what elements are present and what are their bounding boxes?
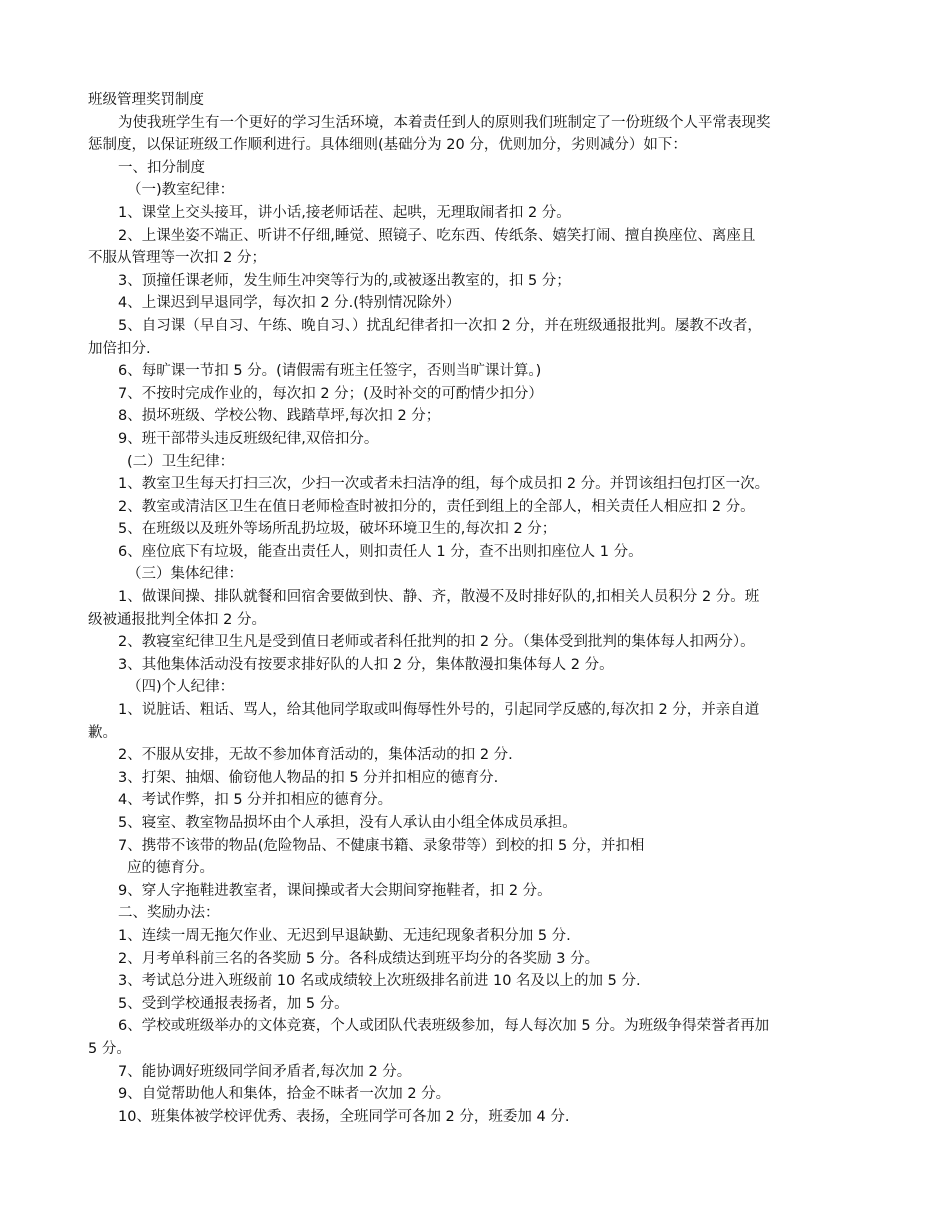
classroom-rule-5-cont: 加倍扣分. bbox=[88, 340, 151, 357]
collective-heading: （三）集体纪律： bbox=[127, 566, 243, 583]
reward-rule-3: 3、考试总分进入班级前 10 名或成绩较上次班级排名前进 10 名及以上的加 5 分. bbox=[118, 973, 641, 990]
document-page bbox=[88, 89, 863, 1128]
classroom-rule-5: 5、自习课（早自习、午练、晚自习、）扰乱纪律者扣一次扣 2 分，并在班级通报批判。屡教不改者， bbox=[118, 317, 762, 334]
personal-heading: （四)个人纪律： bbox=[127, 679, 235, 696]
reward-rule-5: 5、受到学校通报表扬者，加 5 分。 bbox=[118, 995, 349, 1012]
hygiene-rule-5: 5、在班级以及班外等场所乱扔垃圾，破坏环境卫生的,每次扣 2 分； bbox=[118, 521, 557, 538]
reward-rule-9: 9、自觉帮助他人和集体，拾金不昧者一次加 2 分。 bbox=[118, 1086, 451, 1103]
intro-line-2: 惩制度，以保证班级工作顺利进行。具体细则(基础分为 20 分，优则加分，劣则减分）如下： bbox=[88, 137, 687, 154]
personal-rule-7: 7、携带不该带的物品(危险物品、不健康书籍、录象带等）到校的扣 5 分，并扣相 bbox=[118, 837, 645, 854]
reward-rule-7: 7、能协调好班级同学间矛盾者,每次加 2 分。 bbox=[118, 1063, 412, 1080]
reward-rule-6-cont: 5 分。 bbox=[88, 1040, 131, 1057]
personal-rule-3: 3、打架、抽烟、偷窃他人物品的扣 5 分并扣相应的德育分. bbox=[118, 769, 499, 786]
hygiene-heading: (二）卫生纪律： bbox=[127, 453, 235, 470]
classroom-rule-9: 9、班干部带头违反班级纪律,双倍扣分。 bbox=[118, 430, 379, 447]
classroom-rule-4: 4、上课迟到早退同学，每次扣 2 分.(特别情况除外） bbox=[118, 295, 461, 312]
classroom-rule-6: 6、每旷课一节扣 5 分。(请假需有班主任签字，否则当旷课计算。) bbox=[118, 363, 542, 380]
reward-rule-1: 1、连续一周无拖欠作业、无迟到早退缺勤、无违纪现象者积分加 5 分. bbox=[118, 927, 571, 944]
document-title: 班级管理奖罚制度 bbox=[88, 92, 204, 108]
personal-rule-2: 2、不服从安排，无故不参加体育活动的，集体活动的扣 2 分. bbox=[118, 747, 513, 764]
classroom-rule-1: 1、课堂上交头接耳，讲小话,接老师话茬、起哄，无理取闹者扣 2 分。 bbox=[118, 204, 571, 221]
personal-rule-9: 9、穿人字拖鞋进教室者，课间操或者大会期间穿拖鞋者，扣 2 分。 bbox=[118, 882, 552, 899]
collective-rule-1: 1、做课间操、排队就餐和回宿舍要做到快、静、齐，散漫不及时排好队的,扣相关人员积分 2 分。班 bbox=[118, 589, 760, 606]
reward-rule-2: 2、月考单科前三名的各奖励 5 分。各科成绩达到班平均分的各奖励 3 分。 bbox=[118, 950, 600, 967]
section2-heading: 二、奖励办法： bbox=[118, 905, 220, 922]
personal-rule-7-cont: 应的德育分。 bbox=[127, 860, 214, 877]
hygiene-rule-2: 2、教室或清洁区卫生在值日老师检查时被扣分的，责任到组上的全部人，相关责任人相应扣 2 分。 bbox=[118, 498, 755, 515]
collective-rule-2: 2、教寝室纪律卫生凡是受到值日老师或者科任批判的扣 2 分。（集体受到批判的集体每人扣两分）。 bbox=[118, 634, 755, 651]
classroom-heading: （一)教室纪律： bbox=[127, 182, 235, 199]
reward-rule-10: 10、班集体被学校评优秀、表扬，全班同学可各加 2 分，班委加 4 分. bbox=[118, 1108, 570, 1125]
personal-rule-4: 4、考试作弊，扣 5 分并扣相应的德育分。 bbox=[118, 792, 393, 809]
personal-rule-5: 5、寝室、教室物品损坏由个人承担，没有人承认由小组全体成员承担。 bbox=[118, 815, 577, 831]
personal-rule-1-cont: 歉。 bbox=[88, 724, 117, 741]
collective-rule-3: 3、其他集体活动没有按要求排好队的人扣 2 分，集体散漫扣集体每人 2 分。 bbox=[118, 656, 614, 673]
intro-line-1: 为使我班学生有一个更好的学习生活环境，本着责任到人的原则我们班制定了一份班级个人平常表现奖 bbox=[118, 114, 771, 131]
collective-rule-1-cont: 级被通报批判全体扣 2 分。 bbox=[88, 611, 266, 628]
hygiene-rule-6: 6、座位底下有垃圾，能查出责任人，则扣责任人 1 分，查不出则扣座位人 1 分。 bbox=[118, 543, 643, 560]
hygiene-rule-1: 1、教室卫生每天打扫三次，少扫一次或者未扫洁净的组，每个成员扣 2 分。并罚该组扫包打区一次。 bbox=[118, 476, 770, 493]
classroom-rule-8: 8、损坏班级、学校公物、践踏草坪,每次扣 2 分； bbox=[118, 408, 441, 425]
classroom-rule-7: 7、不按时完成作业的，每次扣 2 分；(及时补交的可酌情少扣分） bbox=[118, 385, 543, 402]
section1-heading: 一、扣分制度 bbox=[118, 159, 205, 176]
classroom-rule-2-cont: 不服从管理等一次扣 2 分； bbox=[88, 250, 266, 267]
reward-rule-6: 6、学校或班级举办的文体竞赛，个人或团队代表班级参加，每人每次加 5 分。为班级争得荣誉者再加 bbox=[118, 1018, 770, 1035]
classroom-rule-2: 2、上课坐姿不端正、听讲不仔细,睡觉、照镜子、吃东西、传纸条、嬉笑打闹、擅自换座位、离座且 bbox=[118, 227, 756, 244]
personal-rule-1: 1、说脏话、粗话、骂人，给其他同学取或叫侮辱性外号的，引起同学反感的,每次扣 2 分，并亲自道 bbox=[118, 702, 760, 719]
classroom-rule-3: 3、顶撞任课老师，发生师生冲突等行为的,或被逐出教室的，扣 5 分； bbox=[118, 272, 571, 289]
